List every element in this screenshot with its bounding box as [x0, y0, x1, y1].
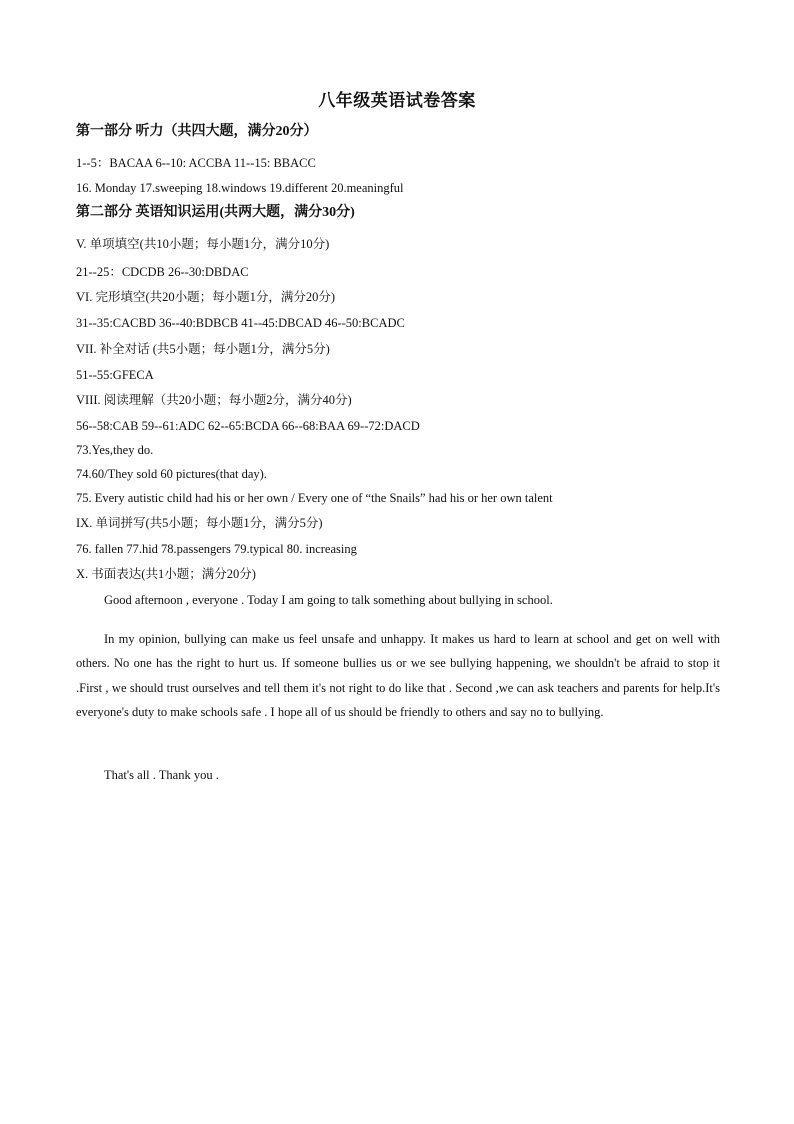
section9-answers: 76. fallen 77.hid 78.passengers 79.typical 80. increasing: [76, 542, 357, 556]
essay-opening: Good afternoon , everyone . Today I am going to talk something about bullying in school.: [104, 593, 553, 607]
section5-answers: 21--25：CDCDB 26--30:DBDAC: [76, 265, 249, 279]
section6-answers: 31--35:CACBD 36--40:BDBCB 41--45:DBCAD 46--50:BCADC: [76, 316, 405, 330]
section8-title: VIII. 阅读理解（共20小题；每小题2分，满分40分): [76, 393, 352, 407]
section9-title: IX. 单词拼写(共5小题；每小题1分，满分5分): [76, 516, 323, 530]
section10-title: X. 书面表达(共1小题；满分20分): [76, 567, 256, 581]
page-title: 八年级英语试卷答案: [318, 91, 476, 110]
section7-title: VII. 补全对话 (共5小题；每小题1分，满分5分): [76, 342, 330, 356]
part2-heading: 第二部分 英语知识运用(共两大题，满分30分): [76, 205, 355, 220]
answer-75: 75. Every autistic child had his or her own / Every one of “the Snails” had his or her own talent: [76, 491, 553, 505]
answer-73: 73.Yes,they do.: [76, 443, 154, 457]
listening-answers-16-20: 16. Monday 17.sweeping 18.windows 19.different 20.meaningful: [76, 181, 404, 195]
section7-answers: 51--55:GFECA: [76, 368, 154, 382]
section8-answers: 56--58:CAB 59--61:ADC 62--65:BCDA 66--68:BAA 69--72:DACD: [76, 419, 420, 433]
essay-closing: That's all . Thank you .: [104, 768, 219, 782]
section5-title: V. 单项填空(共10小题；每小题1分，满分10分): [76, 237, 330, 251]
essay-body: In my opinion, bullying can make us feel unsafe and unhappy. It makes us hard to learn at school and get on well with others. No one has the right to hurt us. If someone bullies us or we see bullying happening, we shouldn't be afraid to stop it .First , we should trust ourselves and tell them it's not right to do like that . Second ,we can ask teachers and parents for help.It's everyone's duty to make schools safe . I hope all of us should be friendly to others and say no to bullying.: [76, 632, 720, 719]
part1-heading: 第一部分 听力（共四大题，满分20分）: [76, 124, 318, 139]
section6-title: VI. 完形填空(共20小题；每小题1分，满分20分): [76, 290, 336, 304]
listening-answers-1-15: 1--5：BACAA 6--10: ACCBA 11--15: BBACC: [76, 156, 316, 170]
answer-74: 74.60/They sold 60 pictures(that day).: [76, 467, 267, 481]
